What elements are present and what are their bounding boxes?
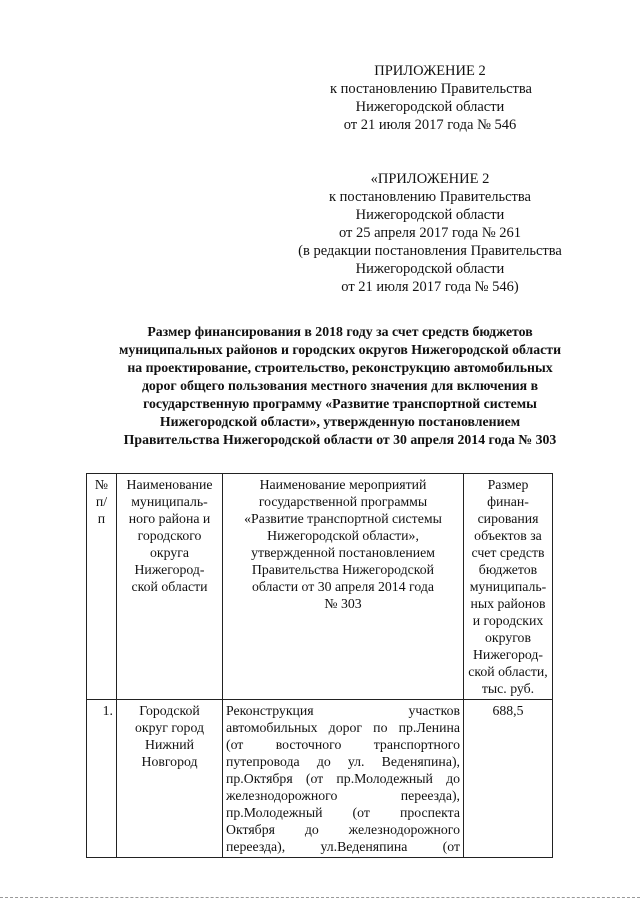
row-num: 1. — [87, 700, 117, 858]
financing-table — [86, 473, 553, 858]
appendix-line: «ПРИЛОЖЕНИЕ 2 — [370, 171, 490, 187]
appendix-previous-header — [290, 170, 570, 296]
header-amount: Размер финан- сирования объектов за счет средств бюджетов муниципаль- ных районов и городских округов Нижегород- ской области, тыс. руб. — [464, 474, 553, 700]
scan-edge-line — [0, 897, 640, 898]
title-line: государственную программу «Развитие транспортной системы — [143, 396, 537, 411]
appendix-line: к постановлению Правительства — [329, 189, 531, 205]
header-num: № п/ п — [87, 474, 117, 700]
title-line: на проектирование, строительство, реконструкцию автомобильных — [127, 360, 553, 375]
header-municipality: Наименование муниципаль- ного района и городского округа Нижегород- ской области — [117, 474, 223, 700]
header-activity: Наименование мероприятий государственной программы «Развитие транспортной системы Нижегородской области», утвержденной постановлением Правительства Нижегородской области от 30 апреля 2014 года № 303 — [223, 474, 464, 700]
title-line: Правительства Нижегородской области от 30 апреля 2014 года № 303 — [123, 432, 557, 447]
appendix-current-header — [330, 62, 530, 134]
row-activity: Реконструкция участков автомобильных дорог по пр.Ленина (от восточного транспортного путепровода до ул. Веденяпина), пр.Октября (от пр.Молодежный до железнодорожного переезда), пр.Молодежный (от проспекта Октября до железнодорожного переезда), ул.Веденяпина (от — [223, 700, 464, 858]
row-amount: 688,5 — [464, 700, 553, 858]
appendix-line: от 25 апреля 2017 года № 261 — [338, 225, 522, 241]
appendix-line: Нижегородской области — [355, 261, 505, 277]
title-line: Нижегородской области», утвержденную постановлением — [159, 414, 521, 429]
appendix-line: Нижегородской области — [355, 207, 505, 223]
appendix-line: к постановлению Правительства — [330, 81, 532, 97]
document-title — [90, 323, 590, 449]
title-line: муниципальных районов и городских округов Нижегородской области — [118, 342, 562, 357]
appendix-line: Нижегородской области — [355, 99, 505, 115]
appendix-line: от 21 июля 2017 года № 546) — [341, 279, 519, 295]
table-row — [87, 700, 553, 858]
appendix-line: (в редакции постановления Правительства — [298, 243, 562, 259]
row-municipality: Городской округ город Нижний Новгород — [117, 700, 223, 858]
title-line: дорог общего пользования местного значения для включения в — [141, 378, 539, 393]
title-line: Размер финансирования в 2018 году за счет средств бюджетов — [147, 324, 533, 339]
table-header-row — [87, 474, 553, 700]
appendix-line: от 21 июля 2017 года № 546 — [343, 117, 517, 133]
appendix-line: ПРИЛОЖЕНИЕ 2 — [374, 63, 486, 79]
